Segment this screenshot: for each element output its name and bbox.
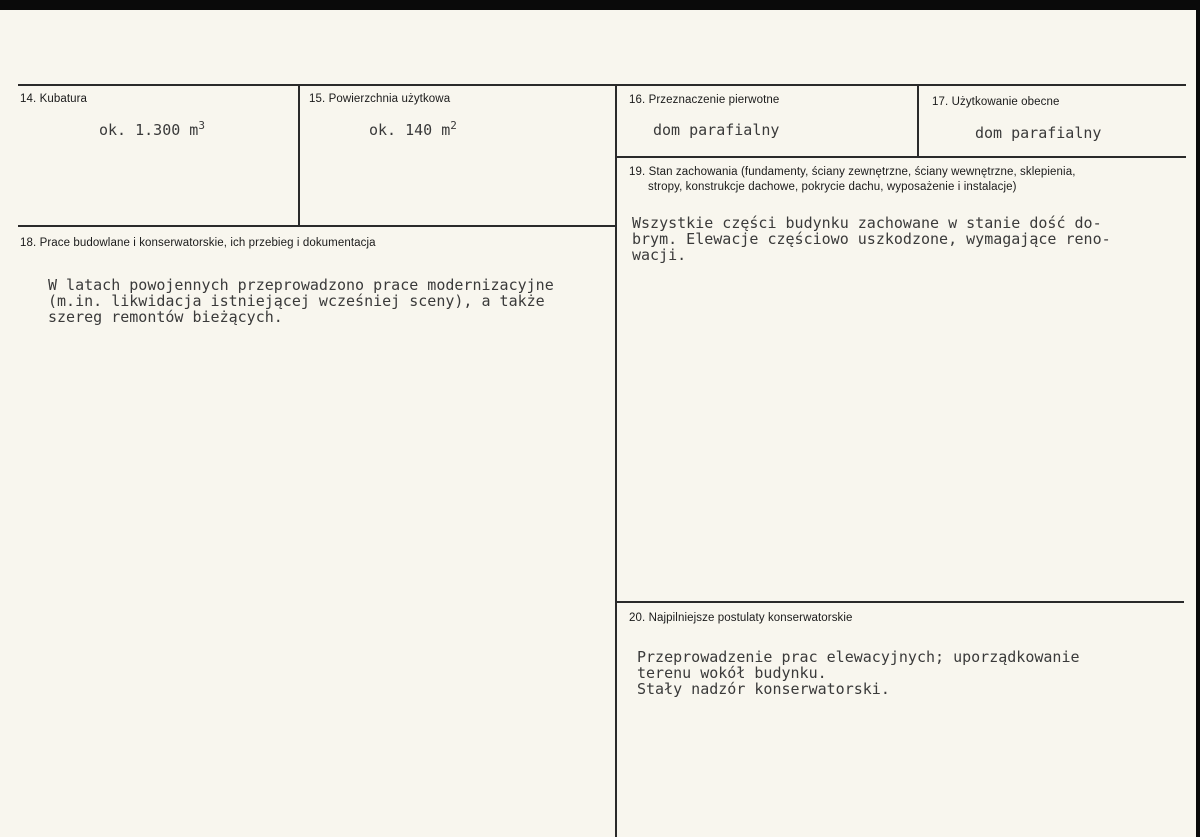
kubatura-unit-exponent: 3 bbox=[198, 119, 205, 132]
main-vertical-divider bbox=[615, 85, 617, 837]
powierzchnia-value bbox=[369, 118, 457, 138]
prace-line: (m.in. likwidacja istniejącej wcześniej sceny), a także bbox=[48, 292, 545, 310]
powierzchnia-unit-exponent: 2 bbox=[450, 119, 457, 132]
powierzchnia-number: ok. 140 m bbox=[369, 121, 451, 139]
stan-line: wacji. bbox=[632, 246, 687, 264]
kubatura-value bbox=[99, 118, 205, 138]
stan-line: Wszystkie części budynku zachowane w stanie dość do- bbox=[632, 214, 1102, 232]
kubatura-number: ok. 1.300 m bbox=[99, 121, 199, 139]
stan-label-line1: 19. Stan zachowania (fundamenty, ściany zewnętrzne, ściany wewnętrzne, sklepienia, bbox=[629, 166, 1076, 178]
stan-label-line2: stropy, konstrukcje dachowe, pokrycie dachu, wyposażenie i instalacje) bbox=[648, 181, 1017, 193]
divider-14-15 bbox=[298, 85, 300, 226]
postulaty-line: Przeprowadzenie prac elewacyjnych; uporządkowanie bbox=[637, 648, 1080, 666]
rule-under-16-17 bbox=[616, 156, 1186, 158]
record-card bbox=[0, 10, 1196, 837]
prace-line: szereg remontów bieżących. bbox=[48, 308, 283, 326]
top-rule bbox=[18, 84, 1186, 86]
postulaty-line: Stały nadzór konserwatorski. bbox=[637, 680, 890, 698]
kubatura-label: 14. Kubatura bbox=[20, 93, 88, 105]
divider-16-17 bbox=[917, 85, 919, 157]
rule-under-14-15 bbox=[18, 225, 616, 227]
uzytkowanie-value: dom parafialny bbox=[975, 124, 1102, 142]
postulaty-label: 20. Najpilniejsze postulaty konserwatorskie bbox=[629, 612, 853, 624]
prace-line: W latach powojennych przeprowadzono prace modernizacyjne bbox=[48, 276, 554, 294]
prace-label: 18. Prace budowlane i konserwatorskie, ich przebieg i dokumentacja bbox=[20, 237, 376, 249]
rule-above-20 bbox=[616, 601, 1184, 603]
przeznaczenie-value: dom parafialny bbox=[653, 121, 780, 139]
powierzchnia-label: 15. Powierzchnia użytkowa bbox=[309, 93, 451, 105]
przeznaczenie-label: 16. Przeznaczenie pierwotne bbox=[629, 94, 780, 106]
stan-line: brym. Elewacje częściowo uszkodzone, wymagające reno- bbox=[632, 230, 1111, 248]
postulaty-line: terenu wokół budynku. bbox=[637, 664, 827, 682]
uzytkowanie-label: 17. Użytkowanie obecne bbox=[932, 96, 1060, 108]
